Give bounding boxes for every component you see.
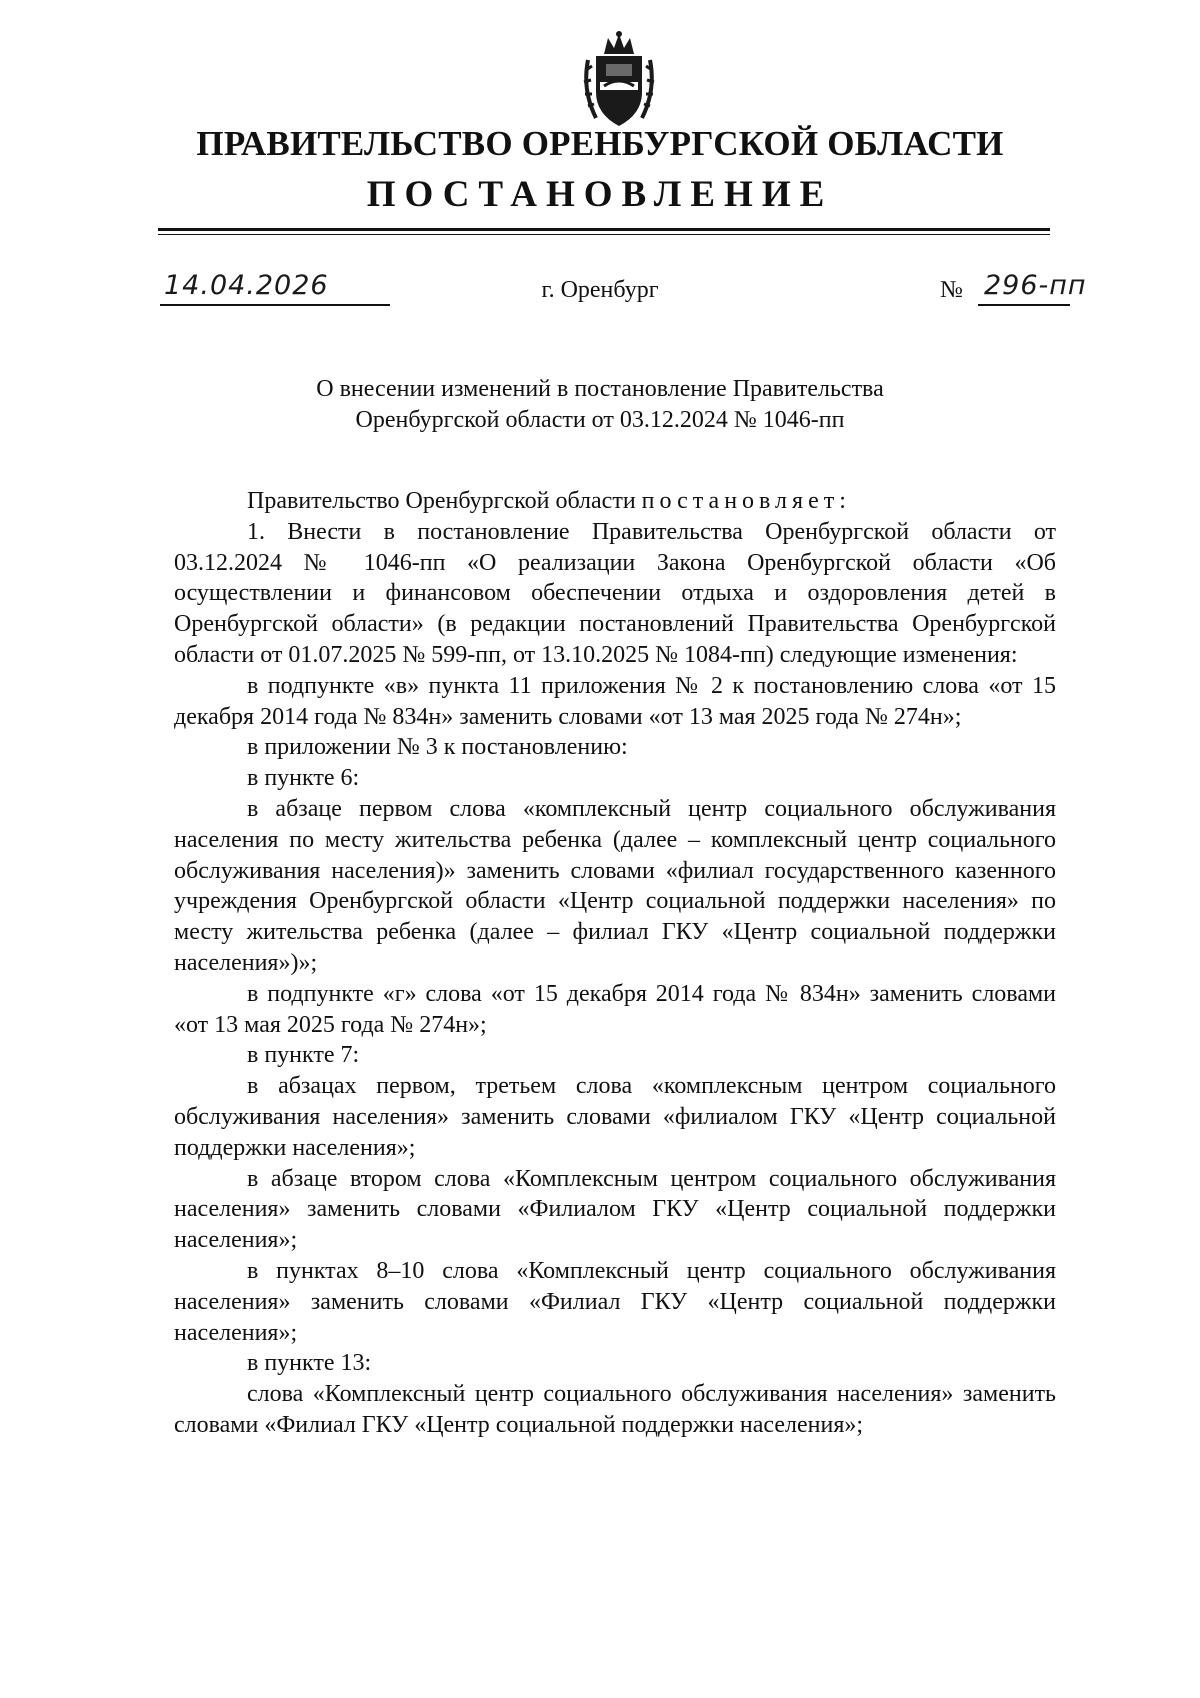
city: г. Оренбург [541, 277, 659, 303]
handwritten-number: 296-пп [984, 270, 1087, 301]
body-paragraph: в пункте 7: [247, 1042, 360, 1069]
body-paragraph: слова «Комплексный центр социального обслуживания населения» заменить словами «Филиал ГКУ «Центр социальной поддержки населения»; [174, 1381, 1056, 1438]
government-title: ПРАВИТЕЛЬСТВО ОРЕНБУРГСКОЙ ОБЛАСТИ [196, 124, 1004, 163]
handwritten-date: 14.04.2026 [164, 270, 329, 301]
body-paragraph: 1. Внести в постановление Правительства Оренбургской области от 03.12.2024 № 1046-пп «О реализации Закона Оренбургской области «Об осуществлении и финансовом обеспечении отдыха и оздоровления детей в Оренбургской области» (в редакции постановлений Правительства Оренбургской области от 01.07.2025 № 599-пп, от 13.10.2025 № 1084-пп) следующие изменения: [174, 518, 1056, 668]
subject-line: Оренбургской области от 03.12.2024 № 1046-пп [355, 407, 845, 433]
body-paragraph: в абзацах первом, третьем слова «комплексным центром социального обслуживания населения» заменить словами «филиалом ГКУ «Центр социальной поддержки населения»; [174, 1073, 1056, 1161]
number-field [978, 270, 1087, 306]
coat-of-arms-icon [582, 30, 656, 130]
document-type: ПОСТАНОВЛЕНИЕ [366, 174, 834, 215]
body-paragraph: в абзаце втором слова «Комплексным центром социального обслуживания населения» заменить словами «Филиалом ГКУ «Центр социальной поддержки населения»; [174, 1165, 1056, 1254]
body-paragraph: в приложении № 3 к постановлению: [247, 734, 628, 761]
body-paragraph: в пункте 13: [247, 1350, 372, 1377]
preamble-decree-word: постановляет [641, 488, 840, 514]
body-paragraph: в абзаце первом слова «комплексный центр социального обслуживания населения по месту жительства ребенка (далее – комплексный центр социального обслуживания населения)» заменить словами «филиал государственного казенного учреждения Оренбургской области «Центр социальной поддержки населения» по месту жительства ребенка (далее – филиал ГКУ «Центр социальной поддержки населения»)»; [174, 795, 1056, 976]
date-field [160, 270, 390, 306]
header-rule-thick [158, 228, 1050, 231]
document-body [174, 486, 1056, 1441]
number-sign: № [940, 277, 963, 303]
preamble [174, 486, 1056, 517]
body-paragraph: в пункте 6: [247, 765, 360, 792]
header-rule-thin [158, 234, 1050, 235]
body-paragraph: в подпункте «в» пункта 11 приложения № 2 к постановлению слова «от 15 декабря 2014 года № 834н» заменить словами «от 13 мая 2025 года № 274н»; [174, 672, 1056, 730]
subject-line: О внесении изменений в постановление Правительства [316, 376, 884, 402]
document-subject [200, 374, 1000, 436]
date-underline [160, 304, 390, 306]
body-paragraph: в подпункте «г» слова «от 15 декабря 2014 года № 834н» заменить словами «от 13 мая 2025 года № 274н»; [174, 980, 1056, 1038]
preamble-text: Правительство Оренбургской области [247, 488, 642, 514]
body-paragraph: в пунктах 8–10 слова «Комплексный центр социального обслуживания населения» заменить словами «Филиал ГКУ «Центр социальной поддержки населения»; [174, 1257, 1056, 1346]
preamble-colon: : [839, 488, 846, 514]
number-underline [978, 304, 1070, 306]
